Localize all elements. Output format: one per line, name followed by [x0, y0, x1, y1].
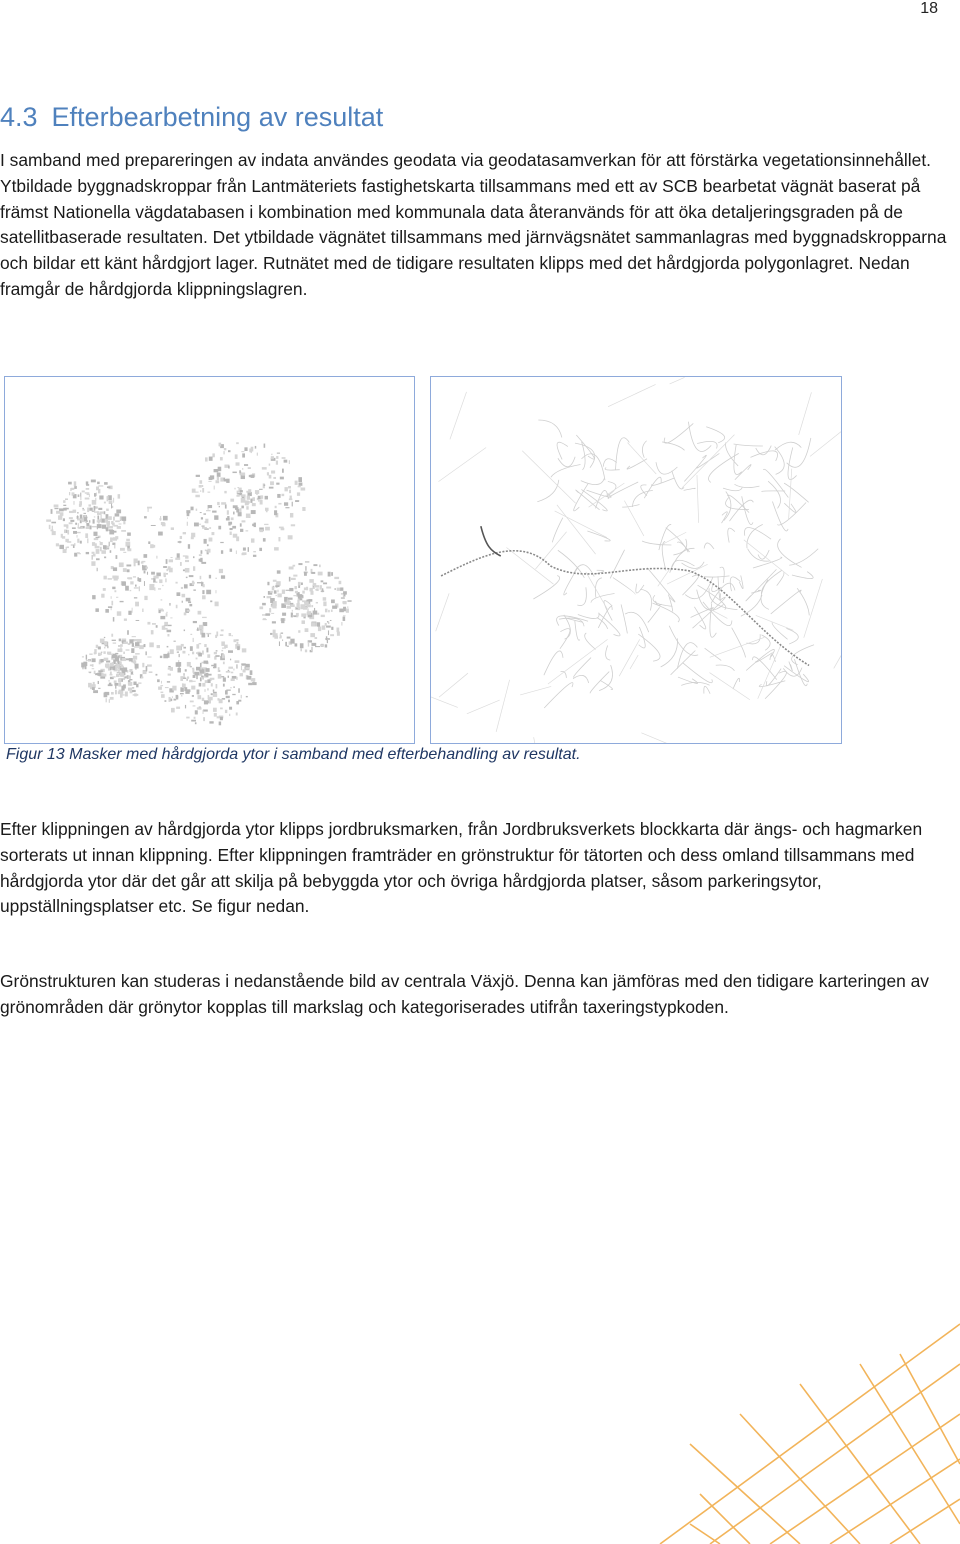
paragraph-green-structure: Grönstrukturen kan studeras i nedanstående bild av centrala Växjö. Denna kan jämföras med den tidigare karteringen av grönområden där grönytor kopplas till markslag och kategoriserades utifrån taxeringstypkoden. — [0, 971, 930, 1017]
section-number: 4.3 — [0, 102, 38, 132]
section-title: Efterbearbetning av resultat — [51, 102, 384, 132]
page-number: 18 — [920, 0, 938, 17]
road-rail-mask-image — [431, 377, 841, 743]
section-heading — [0, 102, 383, 133]
building-mask-map — [4, 376, 415, 744]
paragraph-clipping: Efter klippningen av hårdgjorda ytor klipps jordbruksmarken, från Jordbruksverkets blockkarta där ängs- och hagmarken sorterats ut innan klippning. Efter klippningen framträder en grönstruktur för tätorten och dess omland tillsammans med hårdgjorda ytor där det går att skilja på bebyggda ytor och övriga hårdgjorda platser, såsom parkeringsytor, uppställningsplatser etc. Se figur nedan. — [0, 819, 923, 917]
paragraph-intro: I samband med prepareringen av indata användes geodata via geodatasamverkan för att förstärka vegetationsinnehållet. Ytbildade byggnadskroppar från Lantmäteriets fastighetskarta tillsammans med ett av SCB bearbetat vägnät baserat på främst Nationella vägdatabasen i kombination med kommunala data återanvänds för att öka detaljeringsgraden på de satellitbaserade resultaten. Det ytbildade vägnätet tillsammans med järnvägsnätet sammanlagras med byggnadskropparna och bildar ett känt hårdgjort lager. Rutnätet med de tidigare resultaten klipps med det hårdgjorda polygonlagret. Nedan framgår de hårdgjorda klippningslagren. — [0, 150, 947, 299]
road-mask-map — [430, 376, 842, 744]
corner-grid-decoration — [540, 1294, 960, 1544]
figure-caption: Figur 13 Masker med hårdgjorda ytor i samband med efterbehandling av resultat. — [6, 746, 581, 763]
building-mask-image — [5, 377, 414, 743]
